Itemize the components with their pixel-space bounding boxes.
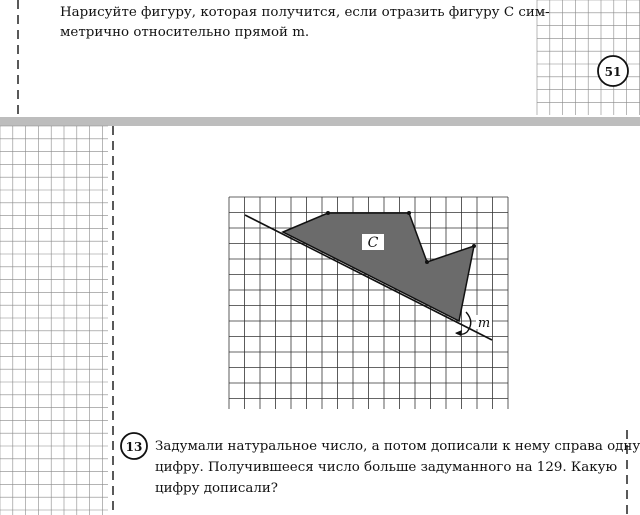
- page-separator: [0, 117, 640, 126]
- figure-c-label: С: [367, 235, 379, 251]
- curved-arrow-head: [455, 330, 462, 336]
- line-m-label: m: [477, 316, 491, 331]
- answer-grid-top-right: [537, 0, 640, 115]
- figure-c-shape: [283, 213, 474, 321]
- page-number: 51: [604, 65, 622, 79]
- answer-grid-left: [0, 126, 108, 515]
- top-task-line-1: Нарисуйте фигуру, которая получится, если отразить фигуру С сим-: [60, 5, 550, 20]
- top-task-line-2: метрично относительно прямой m.: [60, 25, 310, 40]
- task-13-line-3: цифру дописали?: [155, 481, 278, 496]
- task-13-line-2: цифру. Получившееся число больше задуманного на 129. Какую: [155, 460, 618, 475]
- task-13-line-1: Задумали натуральное число, а потом дописали к нему справа одну: [155, 439, 640, 454]
- task-13-number: 13: [125, 440, 143, 454]
